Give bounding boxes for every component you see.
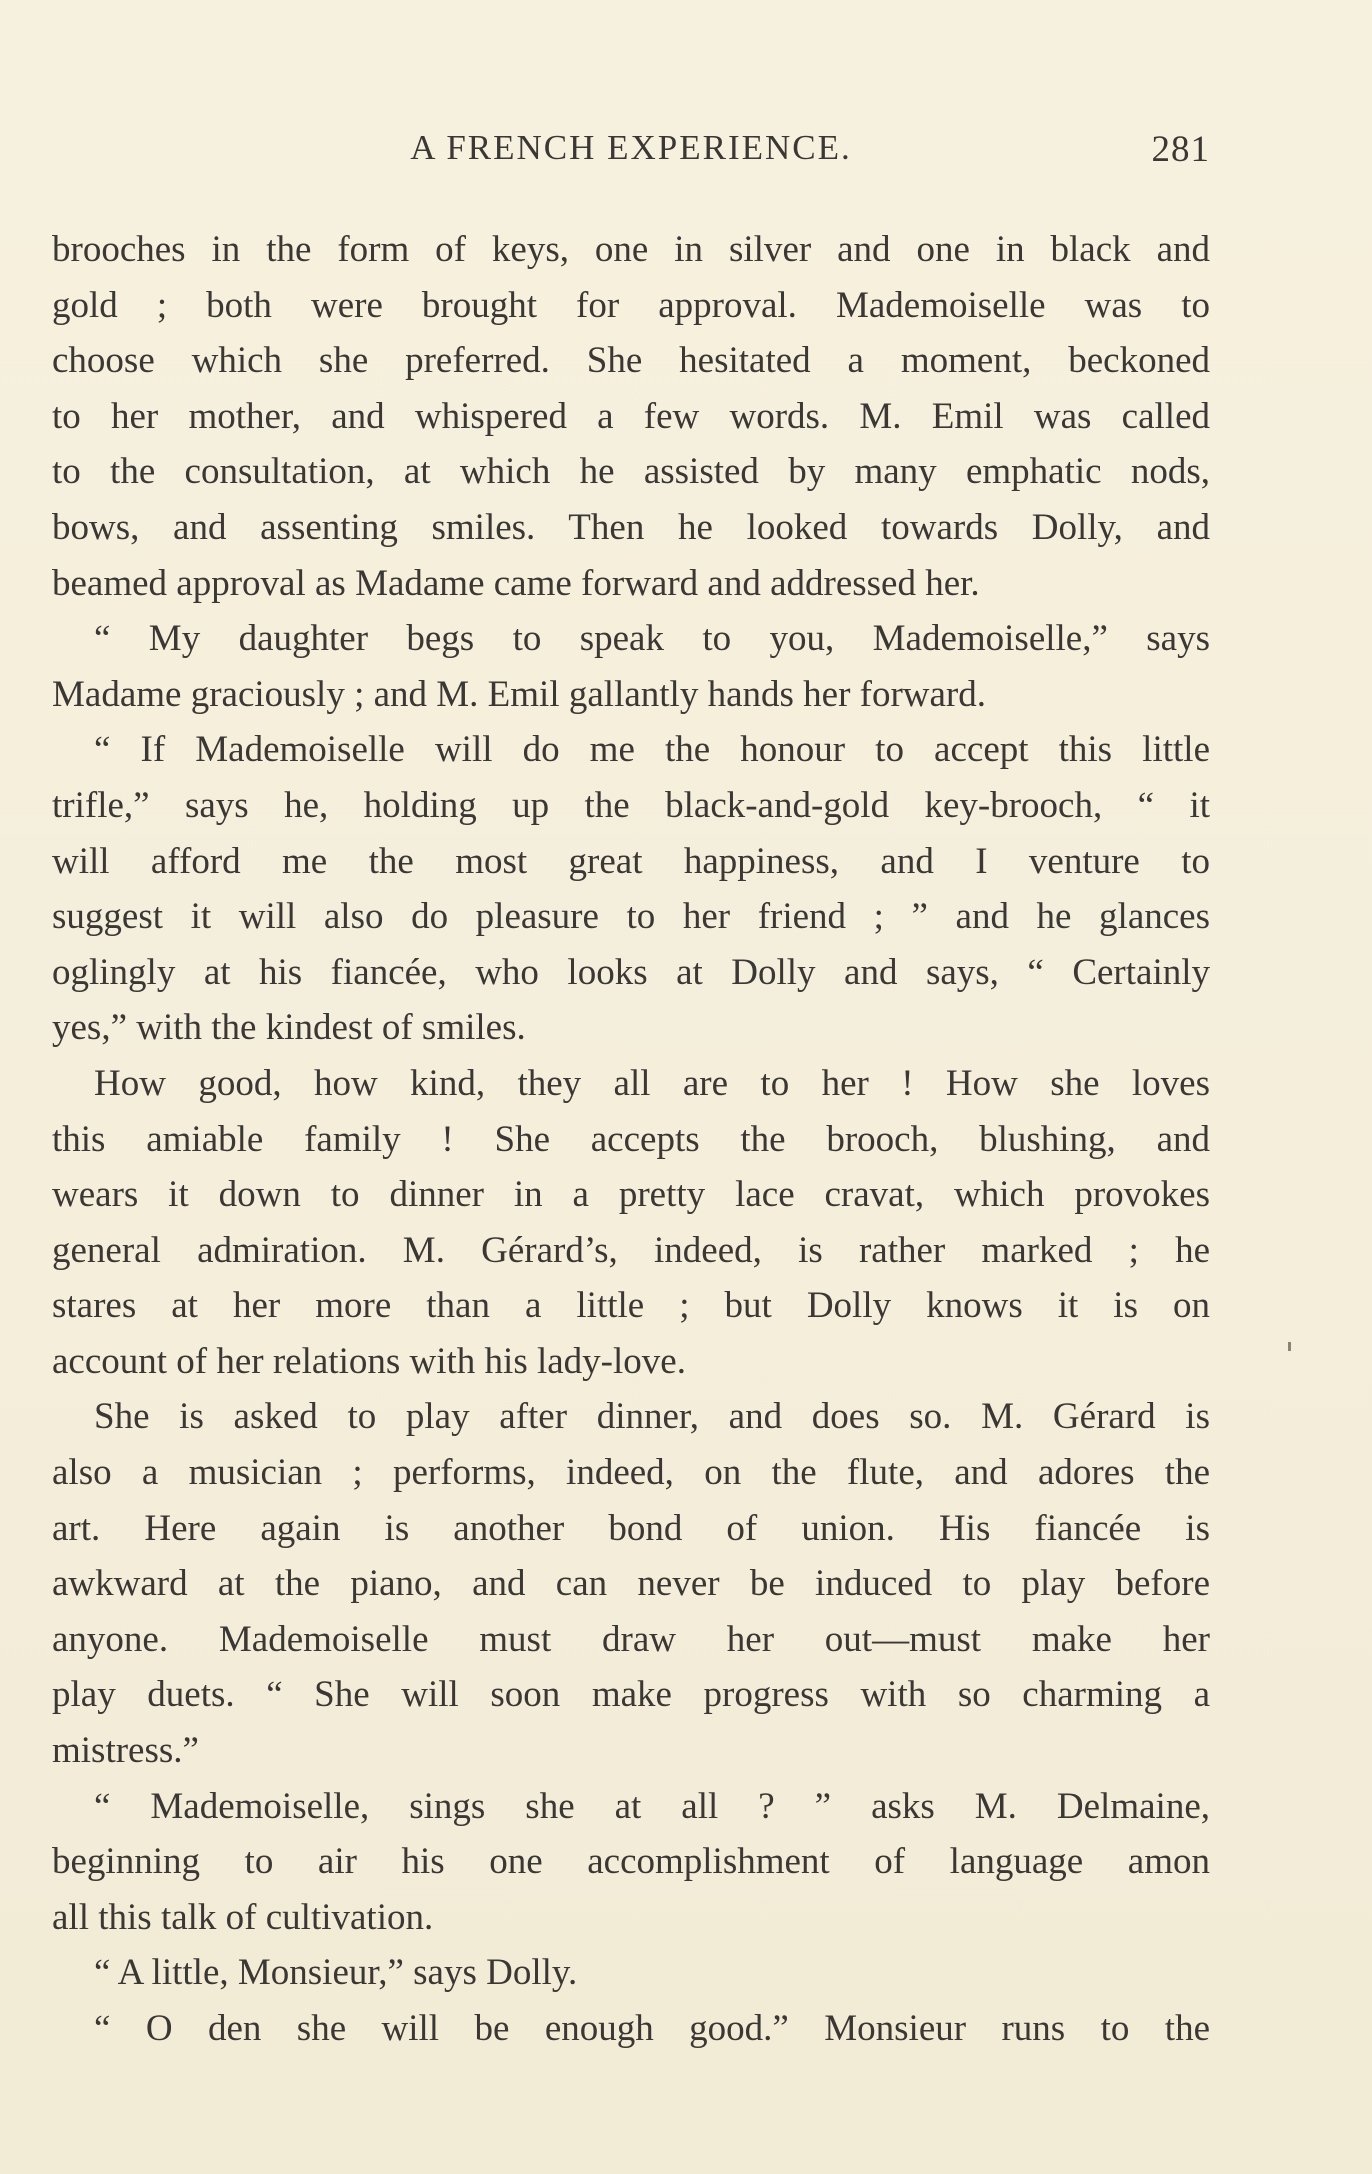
- text-line: to her mother, and whispered a few words. M. Emil was called: [52, 395, 1210, 437]
- text-line: yes,” with the kindest of smiles.: [52, 1007, 526, 1049]
- text-line: also a musician ; performs, indeed, on the flute, and adores the: [52, 1452, 1210, 1494]
- text-line: trifle,” says he, holding up the black-and-gold key-brooch, “ it: [52, 784, 1210, 826]
- text-line: art. Here again is another bond of union. His fiancée is: [52, 1507, 1210, 1549]
- text-line: “ Mademoiselle, sings she at all ? ” asks M. Delmaine,: [94, 1785, 1210, 1827]
- text-line: “ A little, Monsieur,” says Dolly.: [94, 1952, 578, 1994]
- text-line: awkward at the piano, and can never be induced to play before: [52, 1563, 1210, 1605]
- running-head: A FRENCH EXPERIENCE.: [410, 128, 852, 167]
- text-line: beamed approval as Madame came forward and addressed her.: [52, 562, 980, 604]
- text-line: “ O den she will be enough good.” Monsieur runs to the: [94, 2008, 1210, 2049]
- text-line: general admiration. M. Gérard’s, indeed, is rather marked ; he: [52, 1229, 1210, 1271]
- text-line: “ My daughter begs to speak to you, Mademoiselle,” says: [94, 618, 1210, 660]
- text-line: account of her relations with his lady-love.: [52, 1340, 686, 1382]
- text-line: brooches in the form of keys, one in silver and one in black and: [52, 229, 1210, 270]
- stray-ink-mark: [1288, 1342, 1291, 1351]
- text-line: this amiable family ! She accepts the brooch, blushing, and: [52, 1118, 1210, 1160]
- text-line: stares at her more than a little ; but Dolly knows it is on: [52, 1285, 1210, 1327]
- text-line: wears it down to dinner in a pretty lace cravat, which provokes: [52, 1174, 1210, 1216]
- text-line: beginning to air his one accomplishment of language amon: [52, 1841, 1210, 1883]
- text-line: bows, and assenting smiles. Then he looked towards Dolly, and: [52, 506, 1210, 548]
- text-line: will afford me the most great happiness, and I venture to: [52, 840, 1210, 882]
- text-line: Madame graciously ; and M. Emil gallantly hands her forward.: [52, 673, 986, 715]
- text-line: suggest it will also do pleasure to her friend ; ” and he glances: [52, 896, 1210, 938]
- text-line: oglingly at his fiancée, who looks at Dolly and says, “ Certainly: [52, 951, 1210, 993]
- text-line: anyone. Mademoiselle must draw her out—must make her: [52, 1618, 1210, 1660]
- text-line: How good, how kind, they all are to her ! How she loves: [94, 1062, 1210, 1104]
- page-header: [52, 128, 1210, 178]
- text-line: She is asked to play after dinner, and does so. M. Gérard is: [94, 1396, 1210, 1438]
- text-line: mistress.”: [52, 1730, 199, 1772]
- text-line: to the consultation, at which he assisted by many emphatic nods,: [52, 451, 1210, 493]
- text-line: gold ; both were brought for approval. Mademoiselle was to: [52, 284, 1210, 326]
- page-number: 281: [1151, 129, 1210, 170]
- text-line: play duets. “ She will soon make progress with so charming a: [52, 1674, 1210, 1716]
- text-line: choose which she preferred. She hesitated a moment, beckoned: [52, 340, 1210, 382]
- body-text: [52, 222, 1210, 2057]
- text-line: all this talk of cultivation.: [52, 1896, 434, 1938]
- text-line: “ If Mademoiselle will do me the honour to accept this little: [94, 729, 1210, 771]
